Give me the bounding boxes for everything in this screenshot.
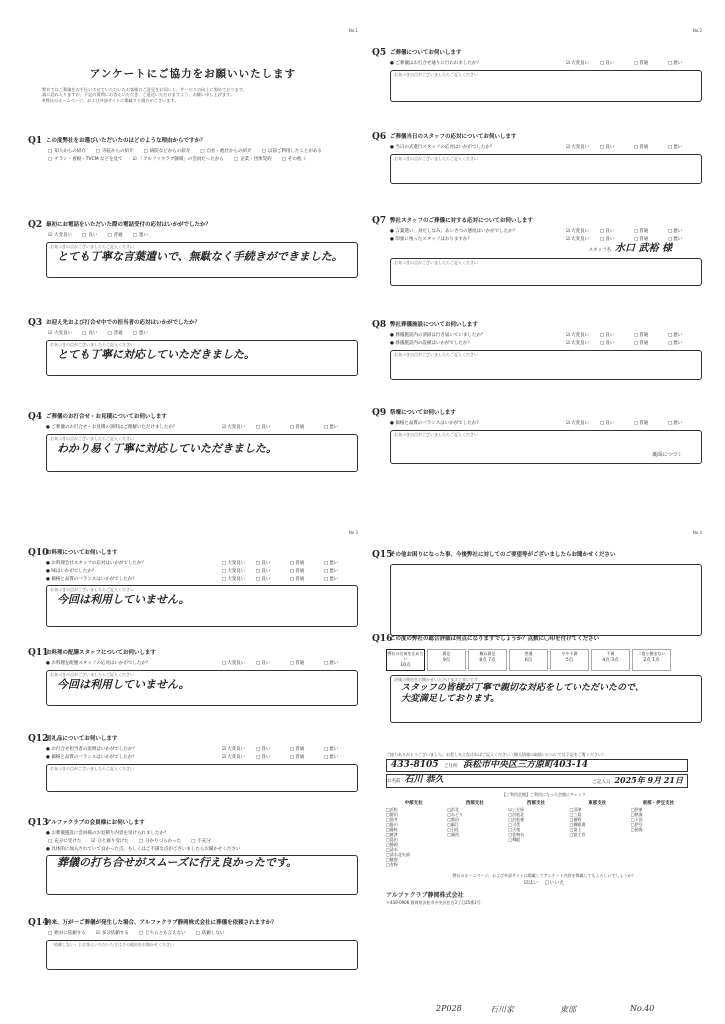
question-number: Q4 bbox=[28, 412, 43, 422]
question-text: アルファクラブの会員様にお伺いします bbox=[46, 820, 145, 826]
comment-box[interactable]: お気づきの点がございましたらご記入ください bbox=[390, 258, 702, 286]
checkbox-option[interactable]: □ 普通 bbox=[107, 233, 122, 239]
venue-checkbox[interactable]: □ みどり bbox=[447, 812, 502, 817]
checkbox-option[interactable]: □ 良い bbox=[600, 237, 634, 243]
checkbox-option[interactable]: □ 普通 bbox=[634, 229, 668, 235]
checkbox-option[interactable]: □ 普通 bbox=[634, 61, 668, 67]
page-number: No.1 bbox=[348, 28, 358, 33]
name-value: 石川 恭久 bbox=[404, 775, 444, 786]
comment-box[interactable]: お気づきの点がございましたらご記入ください 今回は利用していません。 bbox=[46, 670, 358, 706]
question-row: ● 葬儀施設内の設備はいかがでしたか？ ☑ 大変良い □ 良い □ 普通 □ 悪い bbox=[390, 341, 702, 347]
question-text: ご葬儀のお打合せ・お見積についてお伺いします bbox=[46, 414, 167, 420]
checkbox-option[interactable]: □ 依頼しない bbox=[196, 931, 225, 937]
venue-column: 東部・伊豆支社 □ 伊東 □ 熱海 □ 下田 □ 伊豆 □ 函南 bbox=[631, 801, 686, 868]
checkbox-option[interactable]: □ 普通 bbox=[290, 561, 324, 567]
question-number: Q1 bbox=[28, 136, 43, 146]
handwritten-answer: 大変満足しております。 bbox=[401, 694, 500, 705]
question-number: Q5 bbox=[372, 48, 387, 58]
question-row: ● 当日の式進行スタッフの応対はいかがでしたか？ ☑ 大変良い □ 良い □ 普通 □ 悪い bbox=[390, 145, 702, 151]
checkbox-option[interactable]: ☑ 大変良い bbox=[566, 341, 600, 347]
venue-checkbox[interactable]: □ 袋井 bbox=[386, 817, 441, 822]
question-text: この度弊社をお選びいただいたのはどのような理由からですか？ bbox=[46, 138, 206, 144]
handwritten-answer: 葬儀の打ち合せがスムーズに行え良かったです。 bbox=[57, 856, 298, 870]
page-number: No.2 bbox=[692, 28, 702, 33]
checkbox-option[interactable]: □ 分かりづらかった bbox=[139, 839, 181, 845]
handwritten-answer: 今回は利用していません。 bbox=[57, 677, 190, 691]
venue-checkbox[interactable]: □ 掛川 bbox=[386, 822, 441, 827]
handwritten-mark: 石川家 bbox=[490, 1005, 514, 1014]
checkbox-option[interactable]: □ 大変良い bbox=[222, 569, 256, 575]
checkbox-option[interactable]: □ 大変良い bbox=[222, 577, 256, 583]
comment-box[interactable]: 「依頼しない」とお答えいただいた方はその理由をお聞かせください bbox=[46, 940, 358, 970]
venue-checkbox[interactable]: □ 細江 bbox=[447, 822, 502, 827]
checkbox-option[interactable]: □ 良い bbox=[600, 333, 634, 339]
venue-checkbox[interactable]: □ 熱海 bbox=[631, 812, 686, 817]
name-field[interactable]: お名前 石川 恭久 ご記入日 2025年 9月 21日 bbox=[386, 774, 688, 787]
checkbox-option[interactable]: □ 悪い bbox=[324, 577, 358, 583]
question-q10 bbox=[28, 548, 358, 627]
comment-box[interactable]: お気づきの点がございましたらご記入ください bbox=[390, 430, 702, 464]
question-1 bbox=[28, 136, 358, 163]
comment-box[interactable]: お気づきの点がございましたらご記入ください bbox=[390, 350, 702, 380]
venue-checkbox[interactable]: □ 浜北 bbox=[447, 807, 502, 812]
comment-box[interactable]: お気づきの点がございましたらご記入ください bbox=[390, 70, 702, 102]
handwritten-mark: 2P028 bbox=[436, 1004, 462, 1013]
venue-checkbox[interactable]: □ 都田 bbox=[447, 817, 502, 822]
checkbox-option[interactable]: □ 良い bbox=[82, 331, 97, 337]
question-number: Q13 bbox=[28, 818, 49, 828]
checkbox-option[interactable]: □ 良い bbox=[256, 755, 290, 761]
score-column[interactable]: 二度と頼まない 2点 1点 bbox=[632, 649, 671, 671]
checkbox-option[interactable]: □ 普通 bbox=[290, 569, 324, 575]
company-name: アルファクラブ静岡株式会社 bbox=[386, 892, 464, 900]
checkbox-option[interactable]: □ 不充分 bbox=[191, 839, 211, 845]
question-number: Q11 bbox=[28, 648, 49, 658]
venue-checkbox[interactable]: □ 有野 bbox=[386, 862, 441, 867]
checkbox-option[interactable]: □ 悪い bbox=[324, 569, 358, 575]
question-row: ● 言葉遣い、身だしなみ、あいさつの態度はいかがでしたか？ ☑ 大変良い □ 良い □ 普通 □ 悪い bbox=[390, 229, 702, 235]
handwritten-mark: No.40 bbox=[630, 1004, 655, 1013]
checkbox-option[interactable]: □ 悪い bbox=[324, 425, 358, 431]
page-number: No.4 bbox=[692, 530, 702, 535]
question-16 bbox=[372, 634, 702, 723]
question-number: Q6 bbox=[372, 132, 387, 142]
question-row: ● 味はいかがでしたか？ □ 大変良い □ 良い □ 普通 □ 悪い bbox=[46, 569, 358, 575]
checkbox-option[interactable]: ☑ ひと通り受けた bbox=[91, 839, 129, 845]
question-row: ● 印象に残ったスタッフはおりますか？ ☑ 大変良い □ 良い □ 普通 □ 悪い bbox=[390, 237, 702, 243]
checkbox-option[interactable]: □ 企業・団体契約 bbox=[234, 157, 272, 163]
checkbox-option[interactable]: □ 良い bbox=[256, 577, 290, 583]
question-number: Q3 bbox=[28, 318, 43, 328]
thanks-text: ご協力ありがとうございました。お差し支えなければご記入ください（個人情報の取扱いについては下記をご覧ください） bbox=[386, 752, 606, 757]
question-number: Q2 bbox=[28, 220, 43, 230]
venue-checkbox[interactable]: □ 三島 bbox=[570, 812, 625, 817]
checkbox-option[interactable]: □ 普通 bbox=[290, 661, 324, 667]
question-row: ● お料理会社スタッフの応対はいかがでしたか？ □ 大変良い □ 良い □ 普通 □ 悪い bbox=[46, 561, 358, 567]
checkbox-option[interactable]: □ 良い bbox=[256, 661, 290, 667]
checkbox-option[interactable]: ☑ 大変良い bbox=[566, 229, 600, 235]
venue-checkbox[interactable]: □ 静岡 bbox=[386, 842, 441, 847]
checkbox-option[interactable]: □ 悪い bbox=[668, 229, 702, 235]
checkbox-option[interactable]: ☑ 大変良い bbox=[566, 333, 600, 339]
intro-text: 弊社ではご葬儀をお手伝いさせていただいたお客様のご意見をお伺いし、サービスの向上に努めております。 誠に恐れ入りますが、下記の質問にお答えいただき、ご返送いただけますよう、お願い申し上げます。 ※弊社のホームページ、および外部サイトに掲載する場合がございます。 bbox=[42, 87, 247, 103]
checkbox-option[interactable]: □ 絶対に依頼する bbox=[48, 931, 86, 937]
question-number: Q12 bbox=[28, 734, 49, 744]
checkbox-option[interactable]: □ 普通 bbox=[634, 341, 668, 347]
comment-box[interactable] bbox=[46, 855, 358, 895]
date-value: 2025年 9月 21日 bbox=[614, 775, 683, 786]
venue-column: 西部支社 ☑ 三方原 □ 浜松北 □ 浜松東 □ 可美 □ 天竜 □ 佐鳴台 □ 舞阪 bbox=[508, 801, 563, 868]
q2-options[interactable] bbox=[48, 233, 358, 239]
question-text: 将来、万が一ご葬儀が発生した場合、アルファクラブ静岡株式会社に葬儀を依頼されますか？ bbox=[46, 920, 277, 926]
question-row: ● 価格と品質のバランスはいかがでしたか？ ☑ 大変良い □ 良い □ 普通 □ 悪い bbox=[390, 421, 702, 427]
venue-checkbox[interactable]: □ 可美 bbox=[508, 822, 563, 827]
venue-column: 中部支社 □ 浜松 □ 磐田 □ 袋井 □ 掛川 □ 藤枝 □ 焼津 □ 島田 □ 静岡 □ 清水 □ 清水北矢部 □ 駿府 □ 有野 bbox=[386, 801, 441, 868]
venue-checkbox[interactable]: □ 裾野 bbox=[570, 817, 625, 822]
question-text: 弊社葬儀施設についてお伺いします bbox=[390, 322, 478, 328]
checkbox-option[interactable]: □ 自社・他社からの紹介 bbox=[200, 149, 251, 155]
venue-checkbox[interactable]: □ 浜松東 bbox=[508, 817, 563, 822]
handwritten-answer: スタッフの皆様が丁寧で親切な対応をしていただいたので、 bbox=[401, 682, 644, 693]
checkbox-option[interactable]: □ その他（ bbox=[282, 157, 306, 163]
checkbox-option[interactable]: □ 充分に受けた bbox=[48, 839, 81, 845]
checkbox-option[interactable]: □ 良い bbox=[600, 229, 634, 235]
question-number: Q10 bbox=[28, 548, 49, 558]
question-2 bbox=[28, 220, 358, 278]
company-address: 〒430-0906 静岡県浜松市中央区住吉3丁目25番1号 bbox=[386, 899, 481, 905]
q3-options[interactable] bbox=[48, 331, 358, 337]
comment-box[interactable]: お気づきの点がございましたらご記入ください bbox=[46, 764, 358, 792]
question-number: Q14 bbox=[28, 918, 49, 928]
question-3 bbox=[28, 318, 358, 376]
question-row: ● 葬儀施設内の清掃は行き届いていましたか？ ☑ 大変良い □ 良い □ 普通 □ 悪い bbox=[390, 333, 702, 339]
q14-options[interactable] bbox=[48, 931, 358, 937]
score-column[interactable]: 概ね満足 8点 7点 bbox=[468, 649, 507, 671]
checkbox-option[interactable]: □ 悪い bbox=[668, 421, 702, 427]
handwritten-mark: 東部 bbox=[560, 1005, 576, 1014]
question-number: Q8 bbox=[372, 320, 387, 330]
question-q11 bbox=[28, 648, 358, 706]
checkbox-option[interactable]: □ チラシ・看板・TVCM などを見て bbox=[48, 157, 123, 163]
handwritten-answer: わかり易く丁寧に対応していただきました。 bbox=[57, 441, 277, 455]
comment-box[interactable]: お気づきの点がございましたらご記入ください 今回は利用していません。 bbox=[46, 585, 358, 627]
handwritten-answer: とても丁寧な言葉遣いで、無駄なく手続きができました。 bbox=[57, 249, 343, 263]
checkbox-option[interactable]: □ 普通 bbox=[290, 747, 324, 753]
checkbox-option[interactable]: ☑ 大変良い bbox=[222, 755, 256, 761]
question-number: Q9 bbox=[372, 408, 387, 418]
checkbox-option[interactable]: □ 良い bbox=[82, 233, 97, 239]
question-number: Q15 bbox=[372, 550, 393, 560]
venue-checkbox[interactable]: □ 引佐 bbox=[447, 827, 502, 832]
q1-options[interactable] bbox=[48, 149, 348, 162]
q4-comment-box[interactable]: お気づきの点がございましたらご記入ください わかり易く丁寧に対応していただきました。 bbox=[46, 434, 358, 472]
question-row: ● 価格と品質のバランスはいかがでしたか？ □ 大変良い □ 良い □ 普通 □ 悪い bbox=[46, 577, 358, 583]
venue-checkbox[interactable]: □ 天竜 bbox=[508, 827, 563, 832]
checkbox-option[interactable]: □ 病院などからの紹介 bbox=[144, 149, 191, 155]
question-q12 bbox=[28, 734, 358, 792]
checkbox-option[interactable]: □ 良い bbox=[600, 341, 634, 347]
staff-name-field[interactable]: スタッフ名 水口 武裕 様 bbox=[372, 243, 702, 256]
checkbox-option[interactable]: □ 悪い bbox=[668, 237, 702, 243]
venue-checkbox[interactable]: □ 駿府 bbox=[386, 857, 441, 862]
contact-section bbox=[372, 752, 702, 905]
question-q6 bbox=[372, 132, 702, 184]
question-text: お迎え先および打合せ中での担当者の応対はいかがでしたか？ bbox=[46, 320, 201, 326]
venue-checkbox[interactable]: □ 伊豆 bbox=[631, 822, 686, 827]
venue-checkbox[interactable]: □ 清水 bbox=[386, 847, 441, 852]
score-column[interactable]: 弊社の名前を広めたい 10点 bbox=[386, 649, 425, 671]
score-column[interactable]: やや不満 5点 bbox=[550, 649, 589, 671]
checkbox-option[interactable]: ☑ 大変良い bbox=[222, 425, 256, 431]
question-row: ● ご葬儀はお打合せ通りに行われましたか？ ☑ 大変良い □ 良い □ 普通 □ 悪い bbox=[390, 61, 702, 67]
checkbox-option[interactable]: □ 良い bbox=[256, 561, 290, 567]
question-text: ご葬儀についてお伺いします bbox=[390, 50, 462, 56]
venue-checklist[interactable] bbox=[386, 801, 686, 868]
question-q5 bbox=[372, 48, 702, 102]
checkbox-option[interactable]: □ 普通 bbox=[634, 333, 668, 339]
continued-note: 裏面につづく bbox=[652, 452, 682, 458]
checkbox-option[interactable]: ☑ 大変良い bbox=[566, 421, 600, 427]
page-4 bbox=[372, 530, 702, 1010]
venue-checkbox[interactable]: □ 清水北矢部 bbox=[386, 852, 441, 857]
question-text: 最初にお電話をいただいた際の電話受付の応対はいかがでしたか？ bbox=[46, 222, 212, 228]
question-number: Q7 bbox=[372, 216, 387, 226]
address-field[interactable]: 433-8105 ご住所 浜松市中央区三方原町403-14 bbox=[386, 759, 688, 772]
checkbox-option[interactable]: □ 悪い bbox=[324, 755, 358, 761]
question-row: ● 価格と品質のバランスはいかがでしたか？ ☑ 大変良い □ 良い □ 普通 □ 悪い bbox=[46, 755, 358, 761]
checkbox-option[interactable]: □ 良い bbox=[600, 61, 634, 67]
question-q14 bbox=[28, 918, 358, 970]
checkbox-option[interactable]: ☑ 大変良い bbox=[566, 145, 600, 151]
question-text: 祭壇についてお伺いします bbox=[390, 410, 456, 416]
q4-row: ● ご葬儀のお打合せ・お見積の説明はご理解いただけましたか？ ☑ 大変良い □ 良い □ 普通 □ 悪い bbox=[46, 425, 358, 431]
question-text: その他お困りになった事、今後弊社に対してのご要望等がございましたらお聞かせください bbox=[390, 552, 616, 558]
q4-options[interactable] bbox=[222, 425, 358, 431]
venue-checkbox[interactable]: □ 御殿場 bbox=[570, 822, 625, 827]
venue-checkbox[interactable]: □ 富士 bbox=[570, 827, 625, 832]
question-q7 bbox=[372, 216, 702, 286]
postal-code: 433-8105 bbox=[391, 760, 439, 770]
checkbox-option[interactable]: □ 普通 bbox=[634, 145, 668, 151]
page-2 bbox=[372, 28, 702, 508]
checkbox-option[interactable]: □ 普通 bbox=[634, 421, 668, 427]
venue-checkbox[interactable]: □ 伊東 bbox=[631, 807, 686, 812]
venue-checkbox[interactable]: □ 浜松北 bbox=[508, 812, 563, 817]
question-row: ● お打合せ担当者の説明はいかがでしたか？ ☑ 大変良い □ 良い □ 普通 □ 悪い bbox=[46, 747, 358, 753]
q2-comment-box[interactable]: お気づきの点がございましたらご記入ください とても丁寧な言葉遣いで、無駄なく手続きができました。 bbox=[46, 242, 358, 278]
checkbox-option[interactable]: ☑ 大変良い bbox=[566, 61, 600, 67]
venue-checkbox[interactable]: □ 藤枝 bbox=[386, 827, 441, 832]
checkbox-option[interactable]: □ 普通 bbox=[290, 577, 324, 583]
staff-name: 水口 武裕 様 bbox=[615, 242, 672, 254]
handwritten-answer: 今回は利用していません。 bbox=[57, 593, 190, 607]
page-number: No.3 bbox=[348, 530, 358, 535]
q13-options[interactable] bbox=[48, 839, 358, 845]
checkbox-option[interactable]: □ 悪い bbox=[668, 341, 702, 347]
question-text: 返礼品についてお伺いします bbox=[46, 736, 118, 742]
checkbox-option[interactable]: ☑ 大変良い bbox=[48, 331, 72, 337]
area-title: 【ご利用会館】ご利用になった会館にチェック bbox=[502, 791, 586, 797]
question-q8 bbox=[372, 320, 702, 380]
page-1 bbox=[28, 28, 358, 508]
venue-checkbox[interactable]: □ 島田 bbox=[386, 837, 441, 842]
question-number: Q16 bbox=[372, 634, 393, 644]
venue-checkbox[interactable]: □ 湖西 bbox=[447, 832, 502, 837]
venue-checkbox[interactable]: □ 磐田 bbox=[386, 812, 441, 817]
q15-comment-box[interactable] bbox=[390, 564, 702, 636]
venue-checkbox[interactable]: □ 浜松 bbox=[386, 807, 441, 812]
score-column[interactable]: 不満 4点 3点 bbox=[591, 649, 630, 671]
question-text: お料理の配膳スタッフについてお伺いします bbox=[46, 650, 156, 656]
venue-checkbox[interactable]: □ 富士宮 bbox=[570, 832, 625, 837]
venue-column: 東部支社 □ 沼津 □ 三島 □ 裾野 □ 御殿場 □ 富士 □ 富士宮 bbox=[570, 801, 625, 868]
checkbox-option[interactable]: ☑ 多分依頼する bbox=[96, 931, 129, 937]
question-text: ご葬儀当日のスタッフの応対についてお伺いします bbox=[390, 134, 517, 140]
venue-checkbox[interactable]: □ 焼津 bbox=[386, 832, 441, 837]
page-title: アンケートにご協力をお願いいたします bbox=[89, 68, 297, 80]
score-column[interactable]: 満足 9点 bbox=[427, 649, 466, 671]
checkbox-option[interactable]: □ 悪い bbox=[324, 661, 358, 667]
checkbox-option[interactable]: □ 良い bbox=[256, 747, 290, 753]
venue-checkbox[interactable]: □ 舞阪 bbox=[508, 837, 563, 842]
comment-box[interactable]: お気づきの点がございましたらご記入ください bbox=[390, 154, 702, 184]
checkbox-option[interactable]: □ 以前ご利用したことがある bbox=[262, 149, 322, 155]
checkbox-option[interactable]: □ 悪い bbox=[133, 331, 148, 337]
page-3 bbox=[28, 530, 358, 1010]
checkbox-option[interactable]: □ 良い bbox=[256, 425, 290, 431]
question-text: この度の弊社の総合評価は何点になりますでしょうか？点数に〇印を付けてください bbox=[390, 636, 600, 642]
checkbox-option[interactable]: □ 良い bbox=[600, 145, 634, 151]
question-15 bbox=[372, 550, 702, 636]
question-text: お料理についてお伺いします bbox=[46, 550, 118, 556]
checkbox-option[interactable]: ☑ 大変良い bbox=[222, 747, 256, 753]
checkbox-option[interactable]: □ どちらとも言えない bbox=[139, 931, 186, 937]
venue-checkbox[interactable]: □ 佐鳴台 bbox=[508, 832, 563, 837]
checkbox-option[interactable]: □ 悪い bbox=[133, 233, 148, 239]
venue-checkbox[interactable]: □ 函南 bbox=[631, 827, 686, 832]
q3-comment-box[interactable]: お気づきの点がございましたらご記入ください とても丁寧に対応していただきました。 bbox=[46, 340, 358, 376]
question-4 bbox=[28, 412, 358, 472]
venue-checkbox[interactable]: □ 下田 bbox=[631, 817, 686, 822]
checkbox-option[interactable]: □ 悪い bbox=[324, 561, 358, 567]
q16-comment-box[interactable]: 評価の理由をお聞かせいただけますと幸いです スタッフの皆様が丁寧で親切な対応をしていただいたので、 大変満足しております。 bbox=[390, 675, 702, 723]
address-value: 浜松市中央区三方原町403-14 bbox=[462, 760, 589, 770]
question-row: ● お料理を配膳スタッフの応対はいかがでしたか？ □ 大変良い □ 良い □ 普通 □ 悪い bbox=[46, 661, 358, 667]
consent-yes[interactable]: ☑はい bbox=[523, 880, 539, 887]
checkbox-option[interactable]: □ 悪い bbox=[324, 747, 358, 753]
consent-options[interactable] bbox=[386, 880, 702, 886]
question-text: 弊社スタッフのご葬儀に対する応対についてお伺いします bbox=[390, 218, 533, 224]
checkbox-option[interactable]: □ 普通 bbox=[107, 331, 122, 337]
checkbox-option[interactable]: □ 大変良い bbox=[222, 661, 256, 667]
checkbox-option[interactable]: □ 普通 bbox=[290, 755, 324, 761]
checkbox-option[interactable]: □ 普通 bbox=[634, 237, 668, 243]
consent-no[interactable]: □いいえ bbox=[544, 880, 565, 887]
checkbox-option[interactable]: □ 知人からの紹介 bbox=[48, 149, 86, 155]
score-column[interactable]: 普通 6点 bbox=[509, 649, 548, 671]
venue-checkbox[interactable]: ☑ 三方原 bbox=[508, 807, 563, 812]
checkbox-option[interactable]: □ 悪い bbox=[668, 61, 702, 67]
checkbox-option[interactable]: □ 良い bbox=[600, 421, 634, 427]
checkbox-option[interactable]: □ 良い bbox=[256, 569, 290, 575]
checkbox-option[interactable]: □ 悪い bbox=[668, 333, 702, 339]
checkbox-option[interactable]: □ 寺院からの紹介 bbox=[96, 149, 134, 155]
score-scale[interactable] bbox=[386, 649, 702, 671]
checkbox-option[interactable]: ☑ 大変良い bbox=[566, 237, 600, 243]
checkbox-option[interactable]: ☑ 「アルファクラブ静岡」の会員だったから bbox=[133, 157, 224, 163]
venue-column: 西部支社 □ 浜北 □ みどり □ 都田 □ 細江 □ 引佐 □ 湖西 bbox=[447, 801, 502, 868]
checkbox-option[interactable]: ☑ 大変良い bbox=[48, 233, 72, 239]
consent-text: 弊社のホームページ、および外部サイトに掲載してアンケート内容を掲載してもよろしいでしょうか？ bbox=[452, 873, 636, 879]
venue-checkbox[interactable]: □ 沼津 bbox=[570, 807, 625, 812]
handwritten-answer: とても丁寧に対応していただきました。 bbox=[57, 347, 255, 361]
checkbox-option[interactable]: □ 大変良い bbox=[222, 561, 256, 567]
checkbox-option[interactable]: □ 普通 bbox=[290, 425, 324, 431]
question-q13: Q13アルファクラブの会員様にお伺いします ● お葬儀施設に会員様のお見積り内容を受けられましたか？ □ 充分に受けた ☑ ひと通り受けた □ 分かりづらかった □ 不充分 ● 具体的に加入されていて良かった点、もしくはご不満な点がございましたらお聞かせください 葬儀の打ち合せがスムーズに行え良かったです。 bbox=[28, 818, 358, 895]
checkbox-option[interactable]: □ 悪い bbox=[668, 145, 702, 151]
